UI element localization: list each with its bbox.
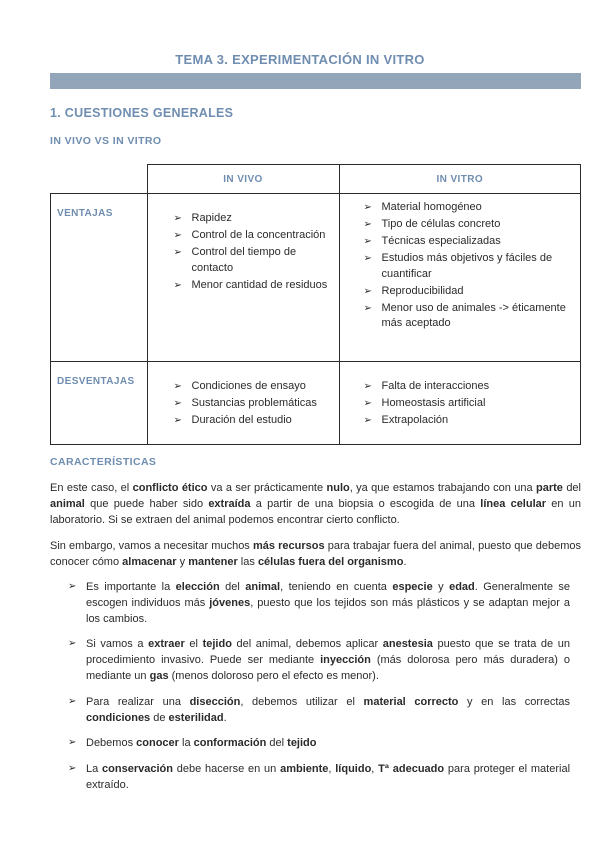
cell-desventajas-vitro: [339, 362, 581, 445]
list-item: ➢ Material homogéneo: [364, 200, 573, 216]
bullet-conformacion: ➢ Debemos conocer la conformación del tejido: [68, 737, 317, 749]
cell-desventajas-vivo: [147, 362, 339, 445]
title-bar: [50, 73, 581, 89]
bullet-eleccion-animal: ➢ Es importante la elección del animal, teniendo en cuenta especie y edad. Generalmente se escogen individuos más jóvenes, puesto que los tejidos son más plásticos y se adaptan mejor a los cambios.: [68, 581, 571, 625]
arrow-bullet-icon: ➢: [68, 696, 77, 707]
list-item: ➢ Menor uso de animales -> éticamente más aceptado: [364, 301, 573, 332]
list-item: ➢ Homeostasis artificial: [364, 396, 573, 412]
cell-ventajas-vivo: [147, 194, 339, 362]
section-heading: 1. CUESTIONES GENERALES: [50, 106, 234, 120]
list-item: ➢ Rapidez: [174, 211, 331, 227]
list-desventajas-vitro: [364, 379, 573, 429]
arrow-bullet-icon: ➢: [68, 737, 77, 748]
bullet-extraccion-tejido: ➢ Si vamos a extraer el tejido del animal, debemos aplicar anestesia puesto que se trata de un procedimiento invasivo. Puede ser mediante inyección (más dolorosa pero más duradera) o mediante un gas (menos doloroso pero el efecto es menor).: [68, 638, 570, 682]
subsection-heading-caracteristicas: CARACTERÍSTICAS: [50, 456, 157, 468]
cell-ventajas-vitro: [339, 194, 581, 362]
list-item: ➢ Extrapolación: [364, 413, 573, 429]
list-item: ➢ Tipo de células concreto: [364, 217, 573, 233]
row-label-desventajas: DESVENTAJAS: [51, 362, 148, 445]
list-item: ➢ Técnicas especializadas: [364, 234, 573, 250]
comparison-table: [50, 164, 581, 445]
list-ventajas-vitro: [364, 200, 573, 332]
list-item: ➢ Condiciones de ensayo: [174, 379, 331, 395]
page-title: TEMA 3. EXPERIMENTACIÓN IN VITRO: [175, 52, 425, 67]
row-label-ventajas: VENTAJAS: [51, 194, 148, 362]
list-ventajas-vivo: [174, 211, 331, 293]
table-corner: [51, 165, 148, 194]
list-item: ➢ Sustancias problemáticas: [174, 396, 331, 412]
paragraph-recursos: Sin embargo, vamos a necesitar muchos más recursos para trabajar fuera del animal, puesto que debemos conocer cómo almacenar y mantener las células fuera del organismo.: [50, 540, 582, 568]
list-item: ➢ Control de la concentración: [174, 228, 331, 244]
arrow-bullet-icon: ➢: [68, 581, 77, 592]
subsection-heading-invivo: IN VIVO VS IN VITRO: [50, 135, 162, 147]
list-desventajas-vivo: [174, 379, 331, 429]
list-item: ➢ Duración del estudio: [174, 413, 331, 429]
bullet-conservacion: ➢ La conservación debe hacerse en un ambiente, líquido, Tª adecuado para proteger el material extraído.: [68, 763, 571, 791]
list-item: ➢ Control del tiempo de contacto: [174, 245, 331, 276]
list-item: ➢ Estudios más objetivos y fáciles de cuantificar: [364, 251, 573, 282]
column-header-in-vivo: IN VIVO: [147, 165, 339, 194]
arrow-bullet-icon: ➢: [68, 763, 77, 774]
list-item: ➢ Reproducibilidad: [364, 284, 573, 300]
column-header-in-vitro: IN VITRO: [339, 165, 581, 194]
arrow-bullet-icon: ➢: [68, 638, 77, 649]
paragraph-conflicto: En este caso, el conflicto ético va a ser prácticamente nulo, ya que estamos trabajando con una parte del animal que puede haber sido extraída a partir de una biopsia o escogida de una línea celular en un laboratorio. Si se extraen del animal podemos encontrar cierto conflicto.: [50, 482, 581, 526]
bullet-diseccion: ➢ Para realizar una disección, debemos utilizar el material correcto y en las correctas condiciones de esterilidad.: [68, 696, 570, 724]
list-item: ➢ Falta de interacciones: [364, 379, 573, 395]
list-item: ➢ Menor cantidad de residuos: [174, 278, 331, 294]
